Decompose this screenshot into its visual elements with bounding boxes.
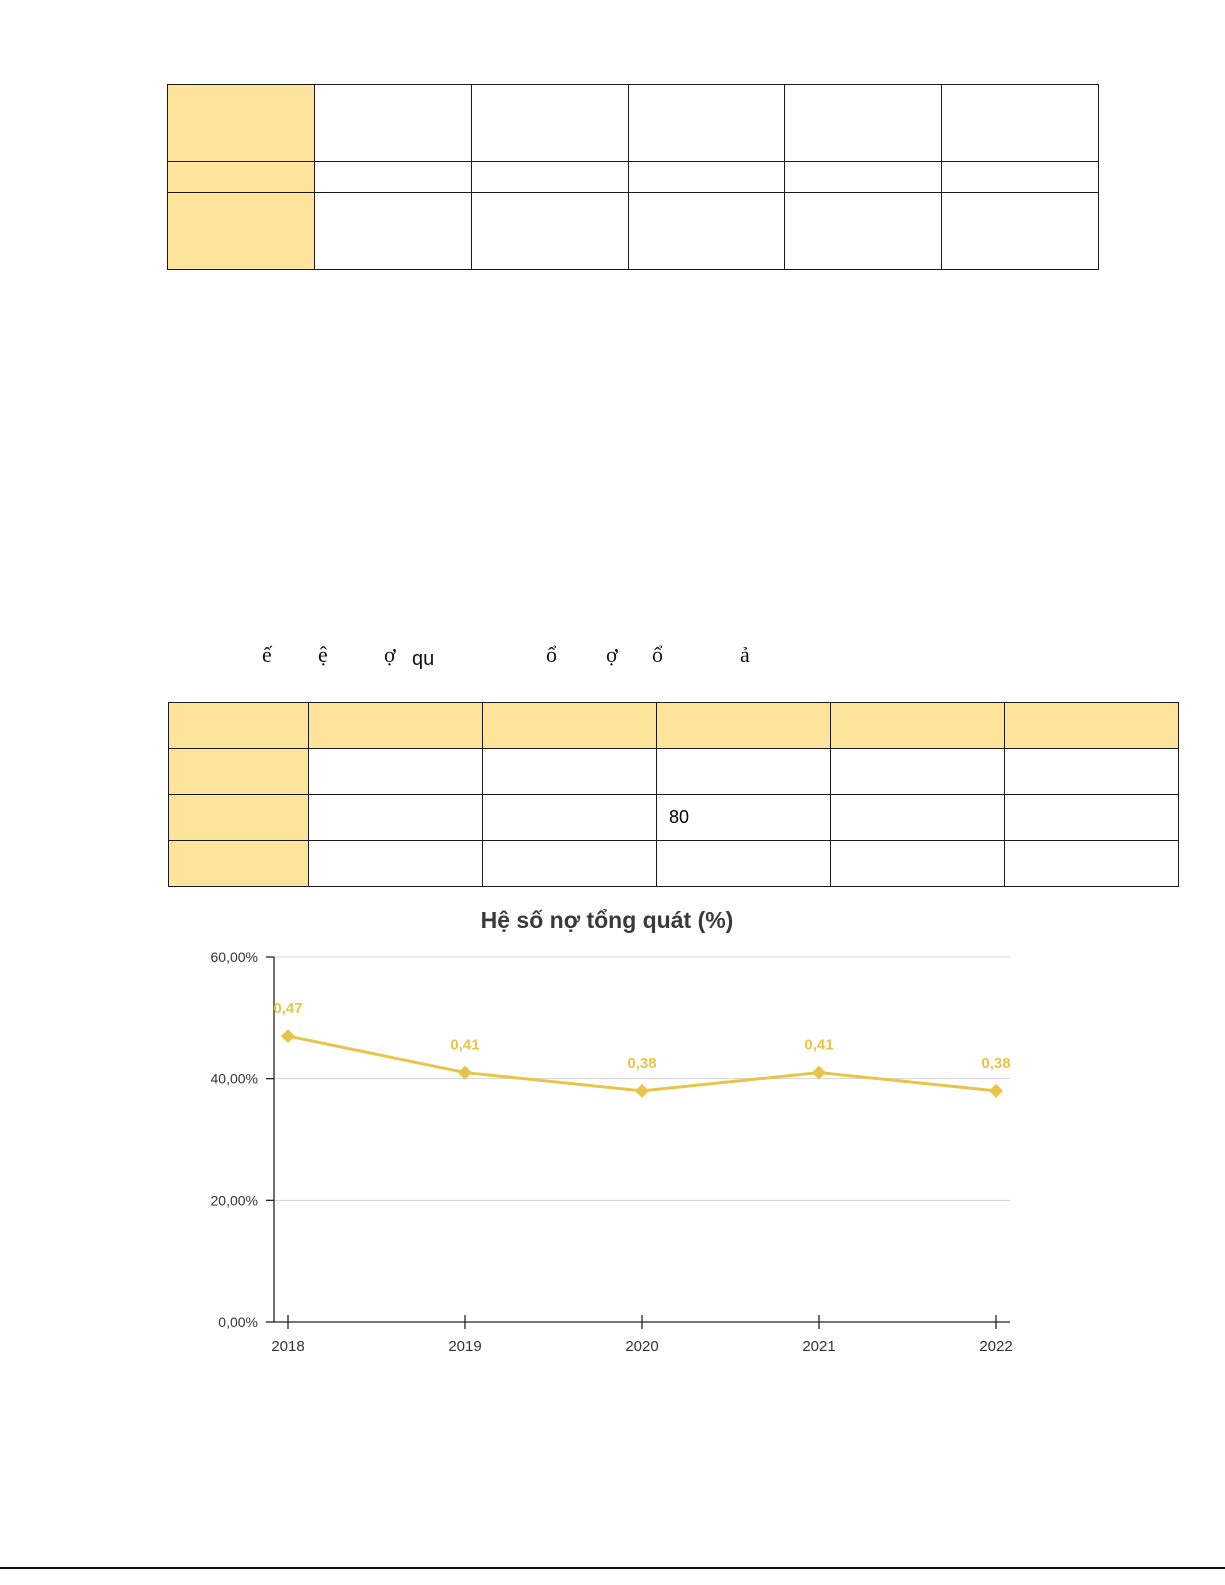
x-tick-label: 2018 — [271, 1338, 305, 1355]
data-point — [281, 1029, 295, 1043]
caption-fragment: ổ — [546, 642, 557, 667]
table-cell — [785, 85, 942, 162]
x-tick-label: 2019 — [448, 1338, 482, 1355]
row-header-cell — [169, 749, 309, 795]
data-point — [458, 1066, 472, 1080]
header-cell — [831, 703, 1005, 749]
y-tick-label: 20,00% — [210, 1192, 258, 1209]
table-cell — [483, 795, 657, 841]
table-cell — [1005, 749, 1179, 795]
chart-data-labels — [273, 1000, 1010, 1072]
data-label: 0,38 — [981, 1054, 1011, 1072]
y-tick-label: 60,00% — [210, 949, 258, 965]
chart-axes — [211, 949, 1013, 1355]
table-cell — [1005, 795, 1179, 841]
chart-title: Hệ số nợ tổng quát (%) — [480, 907, 734, 933]
table-row — [169, 749, 1179, 795]
header-cell — [1005, 703, 1179, 749]
table-row — [169, 795, 1179, 841]
table-cell — [483, 841, 657, 887]
x-tick-label: 2020 — [625, 1338, 659, 1355]
y-tick-label: 40,00% — [210, 1070, 258, 1087]
table-cell — [942, 85, 1099, 162]
bottom-table — [168, 702, 1179, 887]
row-header-cell — [168, 85, 315, 162]
x-tick-label: 2022 — [979, 1338, 1013, 1355]
table-caption — [262, 642, 822, 678]
caption-fragment: ổ — [652, 642, 663, 667]
row-header-cell — [169, 795, 309, 841]
caption-fragment: ả — [740, 642, 750, 667]
header-cell — [309, 703, 483, 749]
x-tick-label: 2021 — [802, 1338, 836, 1355]
header-cell — [657, 703, 831, 749]
table-cell — [315, 162, 472, 193]
y-tick-label: 0,00% — [218, 1314, 258, 1330]
data-label: 0,41 — [450, 1036, 480, 1054]
table-cell — [628, 193, 785, 270]
caption-fragment: ế — [262, 642, 272, 667]
data-point — [635, 1084, 649, 1098]
table-row — [169, 841, 1179, 887]
header-cell — [169, 703, 309, 749]
caption-fragment: ợ — [384, 642, 396, 667]
chart-gridlines — [274, 957, 1010, 1200]
table-cell — [471, 193, 628, 270]
table-row — [168, 193, 1099, 270]
data-label: 0,47 — [273, 1000, 303, 1018]
table-cell — [483, 749, 657, 795]
caption-fragment: ợ — [606, 642, 618, 667]
table-row — [168, 162, 1099, 193]
header-cell — [483, 703, 657, 749]
data-label: 0,38 — [627, 1054, 657, 1072]
caption-fragment: qu — [412, 648, 435, 670]
row-header-cell — [168, 162, 315, 193]
data-point — [812, 1066, 826, 1080]
table-cell — [315, 193, 472, 270]
debt-ratio-line-chart — [170, 895, 1040, 1375]
data-label: 0,41 — [804, 1036, 834, 1054]
table-cell — [628, 162, 785, 193]
table-cell — [315, 85, 472, 162]
page-footer-rule — [0, 1567, 1225, 1569]
table-cell — [942, 193, 1099, 270]
table-cell — [309, 795, 483, 841]
table-row — [168, 85, 1099, 162]
table-cell — [785, 193, 942, 270]
top-table — [167, 84, 1099, 270]
table-cell — [657, 749, 831, 795]
caption-fragment: ệ — [318, 642, 328, 667]
table-cell: 80 — [657, 795, 831, 841]
row-header-cell — [168, 193, 315, 270]
table-header-row — [169, 703, 1179, 749]
table-cell — [657, 841, 831, 887]
table-cell — [831, 749, 1005, 795]
row-header-cell — [169, 841, 309, 887]
table-cell — [785, 162, 942, 193]
table-cell — [831, 795, 1005, 841]
table-cell — [309, 749, 483, 795]
table-cell — [628, 85, 785, 162]
data-point — [989, 1084, 1003, 1098]
table-cell — [471, 162, 628, 193]
table-cell — [1005, 841, 1179, 887]
table-cell — [471, 85, 628, 162]
table-cell — [309, 841, 483, 887]
table-cell — [831, 841, 1005, 887]
table-cell — [942, 162, 1099, 193]
